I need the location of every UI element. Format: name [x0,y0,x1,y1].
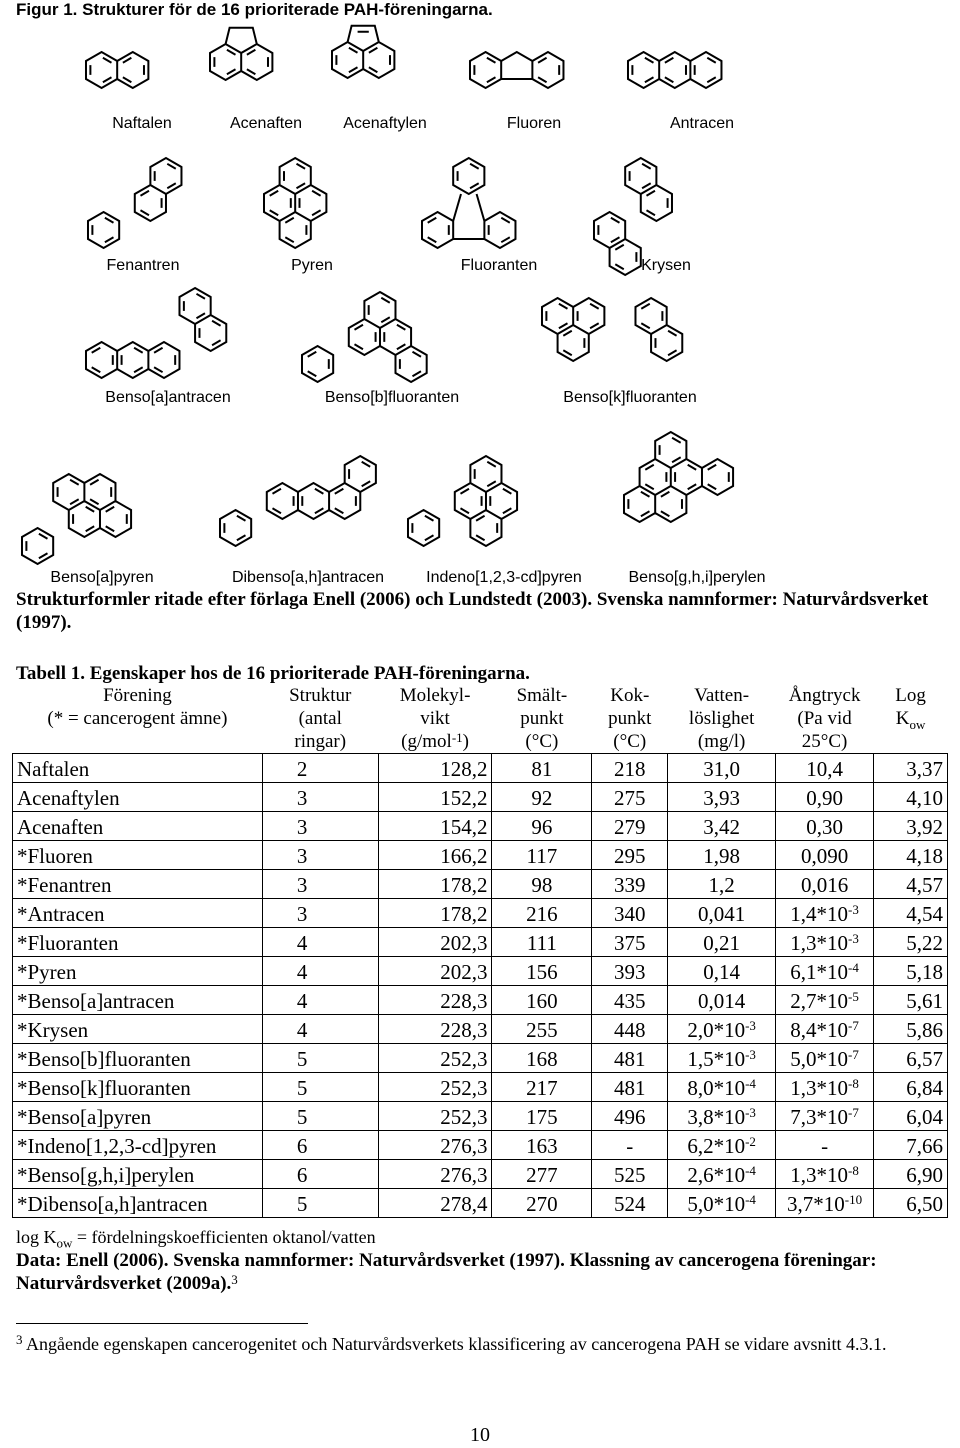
structure-name: Antracen [669,115,735,132]
ring-bonds [470,52,563,88]
cell-rings: 6 [262,1131,378,1160]
cell-mw: 166,2 [378,841,492,870]
ring-bonds [302,292,427,382]
structure-name: Benso[g,h,i]perylen [628,569,766,586]
figure-title: Figur 1. Strukturer för de 16 prioriterade PAH-föreningarna. [16,0,493,19]
table-row [13,1131,948,1160]
cell-mw: 178,2 [378,899,492,928]
cell-mp: 160 [492,986,592,1015]
cell-sol: 0,21 [668,928,776,957]
cell-name: *Indeno[1,2,3-cd]pyren [13,1131,263,1160]
cell-rings: 3 [262,812,378,841]
cell-name: *Dibenso[a,h]antracen [13,1189,263,1218]
cell-rings: 5 [262,1073,378,1102]
antracen-structure [626,50,724,90]
cell-bp: 279 [592,812,668,841]
cell-rings: 4 [262,957,378,986]
ring-bonds [88,158,181,248]
structure-name: Naftalen [112,115,172,132]
table-row [13,870,948,899]
table-row [13,783,948,812]
cell-mw: 178,2 [378,870,492,899]
cell-mp: 117 [492,841,592,870]
cell-mp: 277 [492,1160,592,1189]
table-row [13,841,948,870]
cell-mp: 255 [492,1015,592,1044]
cell-mp: 156 [492,957,592,986]
cell-name: *Fluoren [13,841,263,870]
cell-bp: 275 [592,783,668,812]
dibenso-a-h-antracen-structure [218,454,378,548]
col-boiling-point: Kok- punkt (°C) [608,685,652,752]
cell-mw: 128,2 [378,754,492,783]
col-vapour-pressure: Ångtryck (Pa vid 25°C) [788,685,861,752]
col-molar-mass: Molekyl- vikt (g/mol$^{-1}$) [399,685,471,752]
cell-sol: $1,5*10^{-3}$ [668,1044,776,1073]
pyren-structure [262,156,328,250]
cell-name: *Antracen [13,899,263,928]
cell-mw: 252,3 [378,1073,492,1102]
cell-log: 3,92 [874,812,948,841]
benso-ghi-perylen-structure [622,430,735,524]
ring-bonds [332,26,394,78]
col-solubility: Vatten- löslighet (mg/l) [688,685,755,752]
cell-bp: 393 [592,957,668,986]
cell-log: 5,18 [874,957,948,986]
cell-name: *Fluoranten [13,928,263,957]
cell-sol: $5,0*10^{-4}$ [668,1189,776,1218]
cell-rings: 4 [262,928,378,957]
cell-sol: 0,041 [668,899,776,928]
cell-rings: 4 [262,986,378,1015]
cell-vp: $1,3*10^{-8}$ [776,1160,874,1189]
cell-sol: 31,0 [668,754,776,783]
structure-name: Acenaftylen [343,115,427,132]
cell-mp: 96 [492,812,592,841]
cell-bp: - [592,1131,668,1160]
col-rings: Struktur (antal ringar) [289,685,352,752]
acenaftylen-structure [330,40,396,80]
table-row [13,754,948,783]
cell-rings: 5 [262,1044,378,1073]
cell-sol: 0,014 [668,986,776,1015]
cell-vp: 0,30 [776,812,874,841]
structure-name: Indeno[1,2,3-cd]pyren [426,569,582,586]
cell-bp: 496 [592,1102,668,1131]
cell-mw: 276,3 [378,1131,492,1160]
ring-bonds [210,28,272,80]
cell-sol: $6,2*10^{-2}$ [668,1131,776,1160]
cell-mw: 278,4 [378,1189,492,1218]
figure-source-note: Strukturformler ritade efter förlaga Enell (2006) och Lundstedt (2003). Svenska namnformer: Naturvårdsverket (1997). [16,589,929,633]
ring-bonds [408,456,517,546]
cell-bp: 339 [592,870,668,899]
fluoranten-structure [420,156,518,250]
cell-name: Acenaften [13,812,263,841]
cell-rings: 5 [262,1102,378,1131]
table-row [13,986,948,1015]
ring-bonds [86,288,226,378]
cell-vp: - [776,1131,874,1160]
cell-bp: 524 [592,1189,668,1218]
cell-log: 4,54 [874,899,948,928]
cell-mw: 276,3 [378,1160,492,1189]
cell-mw: 252,3 [378,1102,492,1131]
cell-vp: $8,4*10^{-7}$ [776,1015,874,1044]
table-row [13,812,948,841]
data-source-note: Data: Enell (2006). Svenska namnformer: Naturvårdsverket (1997). Klassning av cancerogena föreningar: Naturvårdsverket (2009a).$^3$ [16,1250,877,1294]
cell-mw: 202,3 [378,957,492,986]
cell-mp: 111 [492,928,592,957]
cell-mp: 98 [492,870,592,899]
structure-name: Benso[a]antracen [105,389,231,406]
cell-log: 4,57 [874,870,948,899]
cell-sol: 3,42 [668,812,776,841]
naftalen-structure [84,50,150,90]
table-row [13,1160,948,1189]
logkow-definition: $\log K_{ow}$ = fördelningskoefficienten oktanol/vatten [16,1227,376,1251]
structure-name: Fenantren [106,257,180,274]
cell-sol: 1,2 [668,870,776,899]
cell-mw: 202,3 [378,928,492,957]
cell-mw: 228,3 [378,1015,492,1044]
cell-vp: 0,016 [776,870,874,899]
benso-a-antracen-structure [84,286,228,380]
cell-mp: 92 [492,783,592,812]
cell-name: *Pyren [13,957,263,986]
page-number: 10 [470,1424,490,1446]
structure-name: Benso[a]pyren [50,569,154,586]
ring-bonds [542,298,682,361]
cell-sol: 0,14 [668,957,776,986]
ring-bonds [86,52,148,88]
table-row [13,1044,948,1073]
cell-log: 6,84 [874,1073,948,1102]
structure-name: Dibenso[a,h]antracen [231,569,385,586]
col-compound: Förening (* = cancerogent ämne) [47,685,228,729]
cell-name: *Benso[k]fluoranten [13,1073,263,1102]
cell-bp: 375 [592,928,668,957]
cell-bp: 481 [592,1073,668,1102]
cell-log: 6,90 [874,1160,948,1189]
structure-name: Fluoren [506,115,562,132]
cell-log: 3,37 [874,754,948,783]
structure-name: Acenaften [229,115,303,132]
structure-name: Pyren [291,257,333,274]
table-title: Tabell 1. Egenskaper hos de 16 prioriterade PAH-föreningarna. [16,663,530,684]
cell-sol: $2,0*10^{-3}$ [668,1015,776,1044]
cell-vp: $1,3*10^{-3}$ [776,928,874,957]
pah-properties-table [12,684,948,1218]
cell-log: 6,04 [874,1102,948,1131]
cell-mp: 216 [492,899,592,928]
cell-mp: 81 [492,754,592,783]
table-row [13,1073,948,1102]
cell-log: 5,61 [874,986,948,1015]
ring-bonds [264,158,326,248]
cell-mp: 217 [492,1073,592,1102]
table-row [13,1189,948,1218]
cell-rings: 3 [262,899,378,928]
cell-vp: 10,4 [776,754,874,783]
cell-bp: 481 [592,1044,668,1073]
structure-name: Benso[k]fluoranten [563,389,697,406]
table-row [13,1015,948,1044]
cell-rings: 3 [262,841,378,870]
cell-rings: 6 [262,1160,378,1189]
cell-mp: 168 [492,1044,592,1073]
fenantren-structure [86,156,184,250]
ring-bonds [624,432,733,522]
cell-bp: 218 [592,754,668,783]
cell-mw: 252,3 [378,1044,492,1073]
cell-vp: $1,3*10^{-8}$ [776,1073,874,1102]
table-row [13,899,948,928]
cell-name: *Benso[a]antracen [13,986,263,1015]
ring-bonds [628,52,721,88]
benso-k-fluoranten-structure [540,296,684,363]
cell-vp: $5,0*10^{-7}$ [776,1044,874,1073]
cell-vp: $1,4*10^{-3}$ [776,899,874,928]
cell-name: *Krysen [13,1015,263,1044]
table-row [13,957,948,986]
indeno-pyren-structure [406,454,519,548]
acenaften-structure [208,42,274,82]
cell-bp: 295 [592,841,668,870]
cell-mp: 175 [492,1102,592,1131]
ring-bonds [220,456,376,546]
cell-vp: $6,1*10^{-4}$ [776,957,874,986]
cell-sol: $8,0*10^{-4}$ [668,1073,776,1102]
cell-log: 4,18 [874,841,948,870]
cell-name: *Fenantren [13,870,263,899]
cell-bp: 340 [592,899,668,928]
cell-rings: 4 [262,1015,378,1044]
col-melting-point: Smält- punkt (°C) [516,685,568,752]
cell-mp: 163 [492,1131,592,1160]
benso-b-fluoranten-structure [300,290,429,384]
cell-rings: 3 [262,870,378,899]
cell-bp: 525 [592,1160,668,1189]
cell-name: Naftalen [13,754,263,783]
cell-vp: $2,7*10^{-5}$ [776,986,874,1015]
cell-name: *Benso[b]fluoranten [13,1044,263,1073]
cell-vp: 0,90 [776,783,874,812]
cell-rings: 3 [262,783,378,812]
cell-rings: 5 [262,1189,378,1218]
cell-log: 6,50 [874,1189,948,1218]
cell-vp: $7,3*10^{-7}$ [776,1102,874,1131]
cell-mw: 154,2 [378,812,492,841]
cell-vp: 0,090 [776,841,874,870]
cell-vp: $3,7*10^{-10}$ [776,1189,874,1218]
cell-bp: 435 [592,986,668,1015]
cell-name: *Benso[a]pyren [13,1102,263,1131]
table-row [13,928,948,957]
table-row [13,1102,948,1131]
table-header-row [13,684,948,754]
cell-log: 6,57 [874,1044,948,1073]
footnote: $^3$ Angående egenskapen cancerogenitet och Naturvårdsverkets klassificering av cancerogena PAH se vidare avsnitt 4.3.1. [16,1332,887,1354]
cell-mw: 228,3 [378,986,492,1015]
structure-name: Krysen [641,257,691,274]
cell-rings: 2 [262,754,378,783]
col-log-kow: Log $K_{ow}$ [895,685,926,732]
ring-bonds [422,158,515,248]
cell-sol: 1,98 [668,841,776,870]
ring-bonds [22,474,131,564]
benso-a-pyren-structure [20,472,133,566]
cell-bp: 448 [592,1015,668,1044]
cell-mp: 270 [492,1189,592,1218]
cell-name: *Benso[g,h,i]perylen [13,1160,263,1189]
cell-log: 5,86 [874,1015,948,1044]
cell-name: Acenaftylen [13,783,263,812]
cell-sol: 3,93 [668,783,776,812]
cell-sol: $3,8*10^{-3}$ [668,1102,776,1131]
cell-mw: 152,2 [378,783,492,812]
structure-name: Benso[b]fluoranten [324,389,460,406]
cell-log: 5,22 [874,928,948,957]
cell-log: 7,66 [874,1131,948,1160]
cell-log: 4,10 [874,783,948,812]
fluoren-structure [468,50,566,90]
cell-sol: $2,6*10^{-4}$ [668,1160,776,1189]
footnote-rule [16,1323,308,1324]
structure-name: Fluoranten [460,257,538,274]
